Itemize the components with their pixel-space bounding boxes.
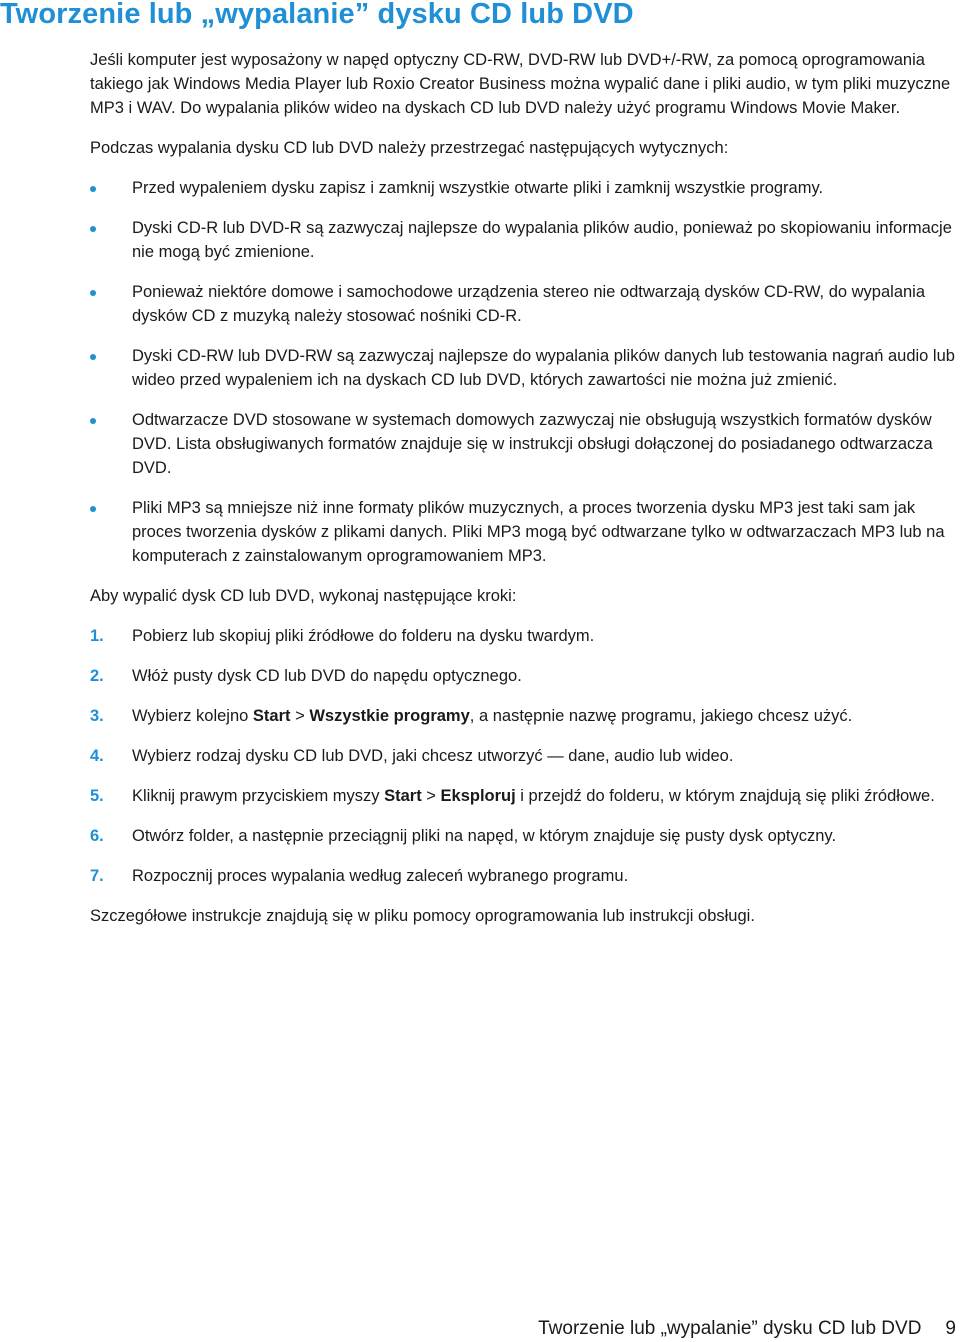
guideline-text: Dyski CD-R lub DVD-R są zazwyczaj najlepsze do wypalania plików audio, ponieważ po skopiowaniu informacje nie mogą być zmienione. (132, 219, 952, 261)
step-text-part: , a następnie nazwę programu, jakiego chcesz użyć. (469, 707, 853, 725)
step-emphasis: Eksploruj (440, 787, 516, 805)
step-emphasis: Start (252, 707, 291, 725)
step-text (132, 707, 852, 725)
step-number: 6. (90, 827, 104, 845)
guideline-item (90, 408, 960, 480)
guideline-item (90, 280, 960, 328)
footer-title: Tworzenie lub „wypalanie” dysku CD lub DVD (538, 1318, 922, 1339)
step-text-part: Pobierz lub skopiuj pliki źródłowe do folderu na dysku twardym. (132, 627, 595, 645)
bullet-icon (90, 506, 96, 512)
step-text-part: Kliknij prawym przyciskiem myszy (132, 787, 385, 805)
step-text (132, 867, 628, 885)
step-item (90, 864, 960, 888)
document-body (90, 48, 960, 944)
page-number: 9 (945, 1318, 956, 1339)
step-emphasis: Wszystkie programy (309, 707, 470, 725)
bullet-icon (90, 226, 96, 232)
step-item (90, 784, 960, 808)
step-text-part: > (290, 707, 310, 725)
step-text (132, 827, 836, 845)
step-text-part: Wybierz kolejno (132, 707, 253, 725)
step-number: 7. (90, 867, 104, 885)
step-text (132, 787, 935, 805)
step-item (90, 824, 960, 848)
step-number: 2. (90, 667, 104, 685)
step-number: 1. (90, 627, 104, 645)
page-title: Tworzenie lub „wypalanie” dysku CD lub DVD (0, 0, 634, 30)
bullet-icon (90, 418, 96, 424)
step-text-part: > (421, 787, 441, 805)
step-text-part: Rozpocznij proces wypalania według zaleceń wybranego programu. (132, 867, 629, 885)
step-item (90, 664, 960, 688)
step-item (90, 704, 960, 728)
step-item (90, 744, 960, 768)
step-text-part: Otwórz folder, a następnie przeciągnij pliki na napęd, w którym znajduje się pusty dysk optyczny. (132, 827, 837, 845)
bullet-icon (90, 186, 96, 192)
guideline-text: Ponieważ niektóre domowe i samochodowe urządzenia stereo nie odtwarzają dysków CD-RW, do wypalania dysków CD z muzyką należy stosować nośniki CD-R. (132, 283, 926, 325)
step-number: 3. (90, 707, 104, 725)
steps-list (90, 624, 960, 888)
guideline-text: Pliki MP3 są mniejsze niż inne formaty plików muzycznych, a proces tworzenia dysku MP3 jest taki sam jak proces tworzenia dysków z plikami danych. Pliki MP3 mogą być odtwarzane tylko w odtwarzaczach MP3 lub na komputerach z zainstalowanym oprogramowaniem MP3. (132, 499, 945, 565)
guideline-text: Przed wypaleniem dysku zapisz i zamknij wszystkie otwarte pliki i zamknij wszystkie programy. (132, 179, 824, 197)
guidelines-list (90, 176, 960, 568)
bullet-icon (90, 354, 96, 360)
steps-heading: Aby wypalić dysk CD lub DVD, wykonaj następujące kroki: (90, 587, 517, 605)
step-text-part: Włóż pusty dysk CD lub DVD do napędu optycznego. (132, 667, 522, 685)
step-item (90, 624, 960, 648)
step-text-part: i przejdź do folderu, w którym znajdują się pliki źródłowe. (515, 787, 935, 805)
guideline-text: Dyski CD-RW lub DVD-RW są zazwyczaj najlepsze do wypalania plików danych lub testowania nagrań audio lub wideo przed wypaleniem ich na dyskach CD lub DVD, których zawartości nie można już zmienić. (132, 347, 955, 389)
guideline-item (90, 176, 960, 200)
guideline-item (90, 216, 960, 264)
page-footer (538, 1318, 956, 1340)
step-emphasis: Start (384, 787, 422, 805)
step-text (132, 667, 522, 685)
guidelines-heading: Podczas wypalania dysku CD lub DVD należy przestrzegać następujących wytycznych: (90, 139, 729, 157)
guideline-item (90, 344, 960, 392)
step-number: 5. (90, 787, 104, 805)
step-text (132, 747, 733, 765)
step-number: 4. (90, 747, 104, 765)
intro-paragraph: Jeśli komputer jest wyposażony w napęd optyczny CD-RW, DVD-RW lub DVD+/-RW, za pomocą oprogramowania takiego jak Windows Media Player lub Roxio Creator Business można wypalić dane i pliki audio, w tym pliki muzyczne MP3 i WAV. Do wypalania plików wideo na dyskach CD lub DVD należy użyć programu Windows Movie Maker. (90, 51, 951, 117)
bullet-icon (90, 290, 96, 296)
step-text-part: Wybierz rodzaj dysku CD lub DVD, jaki chcesz utworzyć — dane, audio lub wideo. (132, 747, 734, 765)
closing-paragraph: Szczegółowe instrukcje znajdują się w pliku pomocy oprogramowania lub instrukcji obsługi. (90, 907, 755, 925)
step-text (132, 627, 594, 645)
guideline-text: Odtwarzacze DVD stosowane w systemach domowych zazwyczaj nie obsługują wszystkich formatów dysków DVD. Lista obsługiwanych formatów znajduje się w instrukcji obsługi dołączonej do posiadanego odtwarzacza DVD. (132, 411, 933, 477)
guideline-item (90, 496, 960, 568)
